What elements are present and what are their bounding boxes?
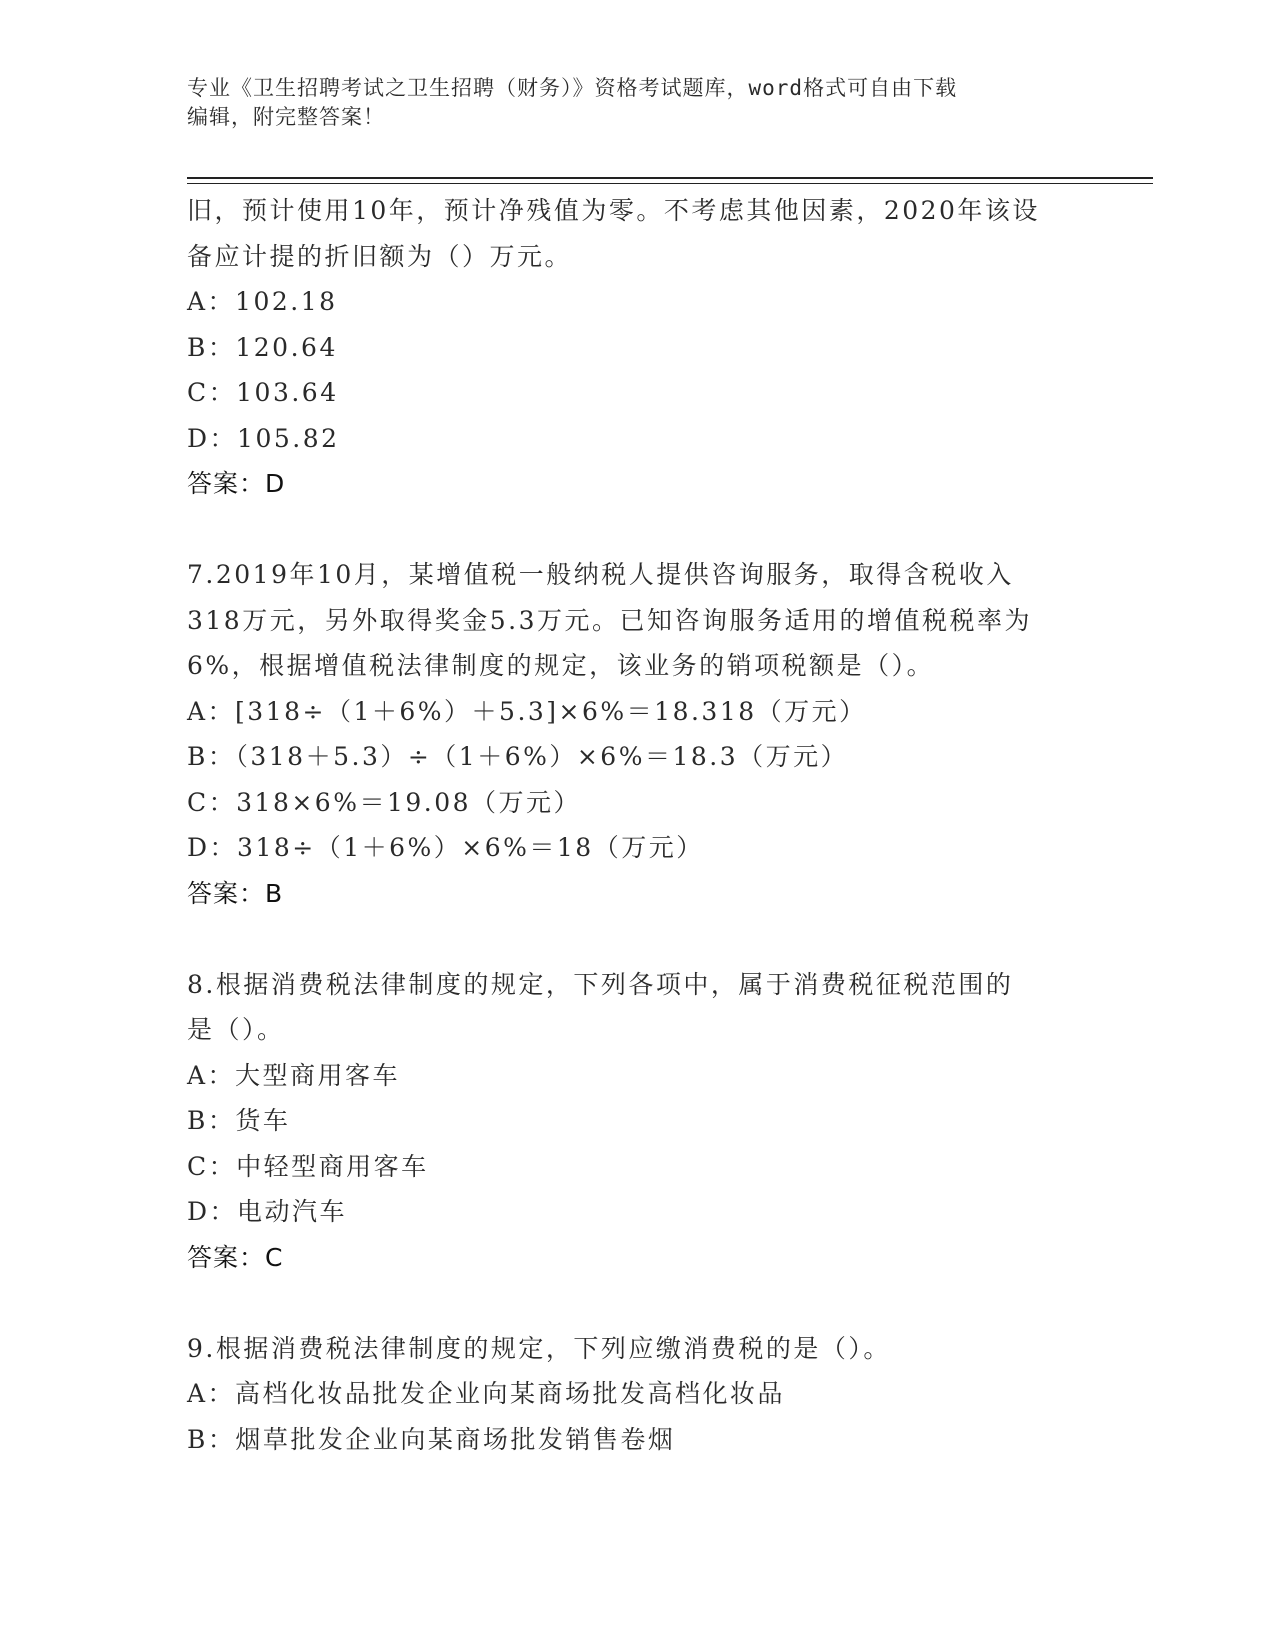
question-9 bbox=[187, 1326, 1087, 1463]
question-7-option-c: C：318×6%＝19.08（万元） bbox=[187, 787, 582, 817]
question-9-option-a: A：高档化妆品批发企业向某商场批发高档化妆品 bbox=[187, 1379, 786, 1408]
question-spacer bbox=[187, 916, 1087, 962]
question-6-stem-line-1: 旧，预计使用10年，预计净残值为零。不考虑其他因素，2020年该设 bbox=[187, 196, 1040, 225]
question-6-stem-line-2: 备应计提的折旧额为（）万元。 bbox=[187, 241, 573, 271]
header-title-line-1: 专业《卫生招聘考试之卫生招聘（财务）》资格考试题库，word格式可自由下载 bbox=[187, 76, 958, 100]
question-8-answer: 答案：C bbox=[187, 1242, 284, 1272]
question-8-option-c: C：中轻型商用客车 bbox=[187, 1151, 429, 1181]
page-header bbox=[187, 74, 1107, 132]
question-6-option-d: D：105.82 bbox=[187, 423, 340, 453]
question-7-stem-line-3: 6%，根据增值税法律制度的规定，该业务的销项税额是（）。 bbox=[187, 651, 935, 680]
question-6 bbox=[187, 188, 1087, 507]
question-6-option-c: C：103.64 bbox=[187, 378, 339, 407]
header-divider-thin bbox=[187, 183, 1153, 184]
question-7-answer: 答案：B bbox=[187, 878, 284, 908]
question-7-stem-line-1: 7.2019年10月，某增值税一般纳税人提供咨询服务，取得含税收入 bbox=[187, 560, 1014, 589]
question-8 bbox=[187, 962, 1087, 1281]
question-8-stem-line-1: 8.根据消费税法律制度的规定，下列各项中，属于消费税征税范围的 bbox=[187, 969, 1014, 999]
question-6-option-b: B：120.64 bbox=[187, 332, 338, 362]
question-7-option-a: A：[318÷（1＋6%）＋5.3]×6%＝18.318（万元） bbox=[187, 696, 867, 726]
question-8-option-a: A：大型商用客车 bbox=[187, 1060, 401, 1090]
question-7-option-d: D：318÷（1＋6%）×6%＝18（万元） bbox=[187, 833, 704, 862]
question-8-option-d: D：电动汽车 bbox=[187, 1197, 348, 1226]
question-7-stem-line-2: 318万元，另外取得奖金5.3万元。已知咨询服务适用的增值税税率为 bbox=[187, 605, 1032, 635]
header-title-line-2: 编辑，附完整答案！ bbox=[187, 105, 385, 129]
question-9-option-b: B：烟草批发企业向某商场批发销售卷烟 bbox=[187, 1424, 676, 1454]
header-divider-thick bbox=[187, 177, 1153, 179]
question-6-answer: 答案：D bbox=[187, 469, 286, 498]
question-6-option-a: A：102.18 bbox=[187, 287, 338, 316]
question-spacer bbox=[187, 507, 1087, 553]
question-9-stem-line-1: 9.根据消费税法律制度的规定，下列应缴消费税的是（）。 bbox=[187, 1333, 891, 1363]
question-8-stem-line-2: 是（）。 bbox=[187, 1015, 285, 1044]
question-8-option-b: B：货车 bbox=[187, 1106, 291, 1135]
question-7 bbox=[187, 552, 1087, 916]
question-7-option-b: B：（318＋5.3）÷（1＋6%）×6%＝18.3（万元） bbox=[187, 742, 849, 771]
question-list bbox=[187, 188, 1087, 1462]
question-spacer bbox=[187, 1280, 1087, 1326]
